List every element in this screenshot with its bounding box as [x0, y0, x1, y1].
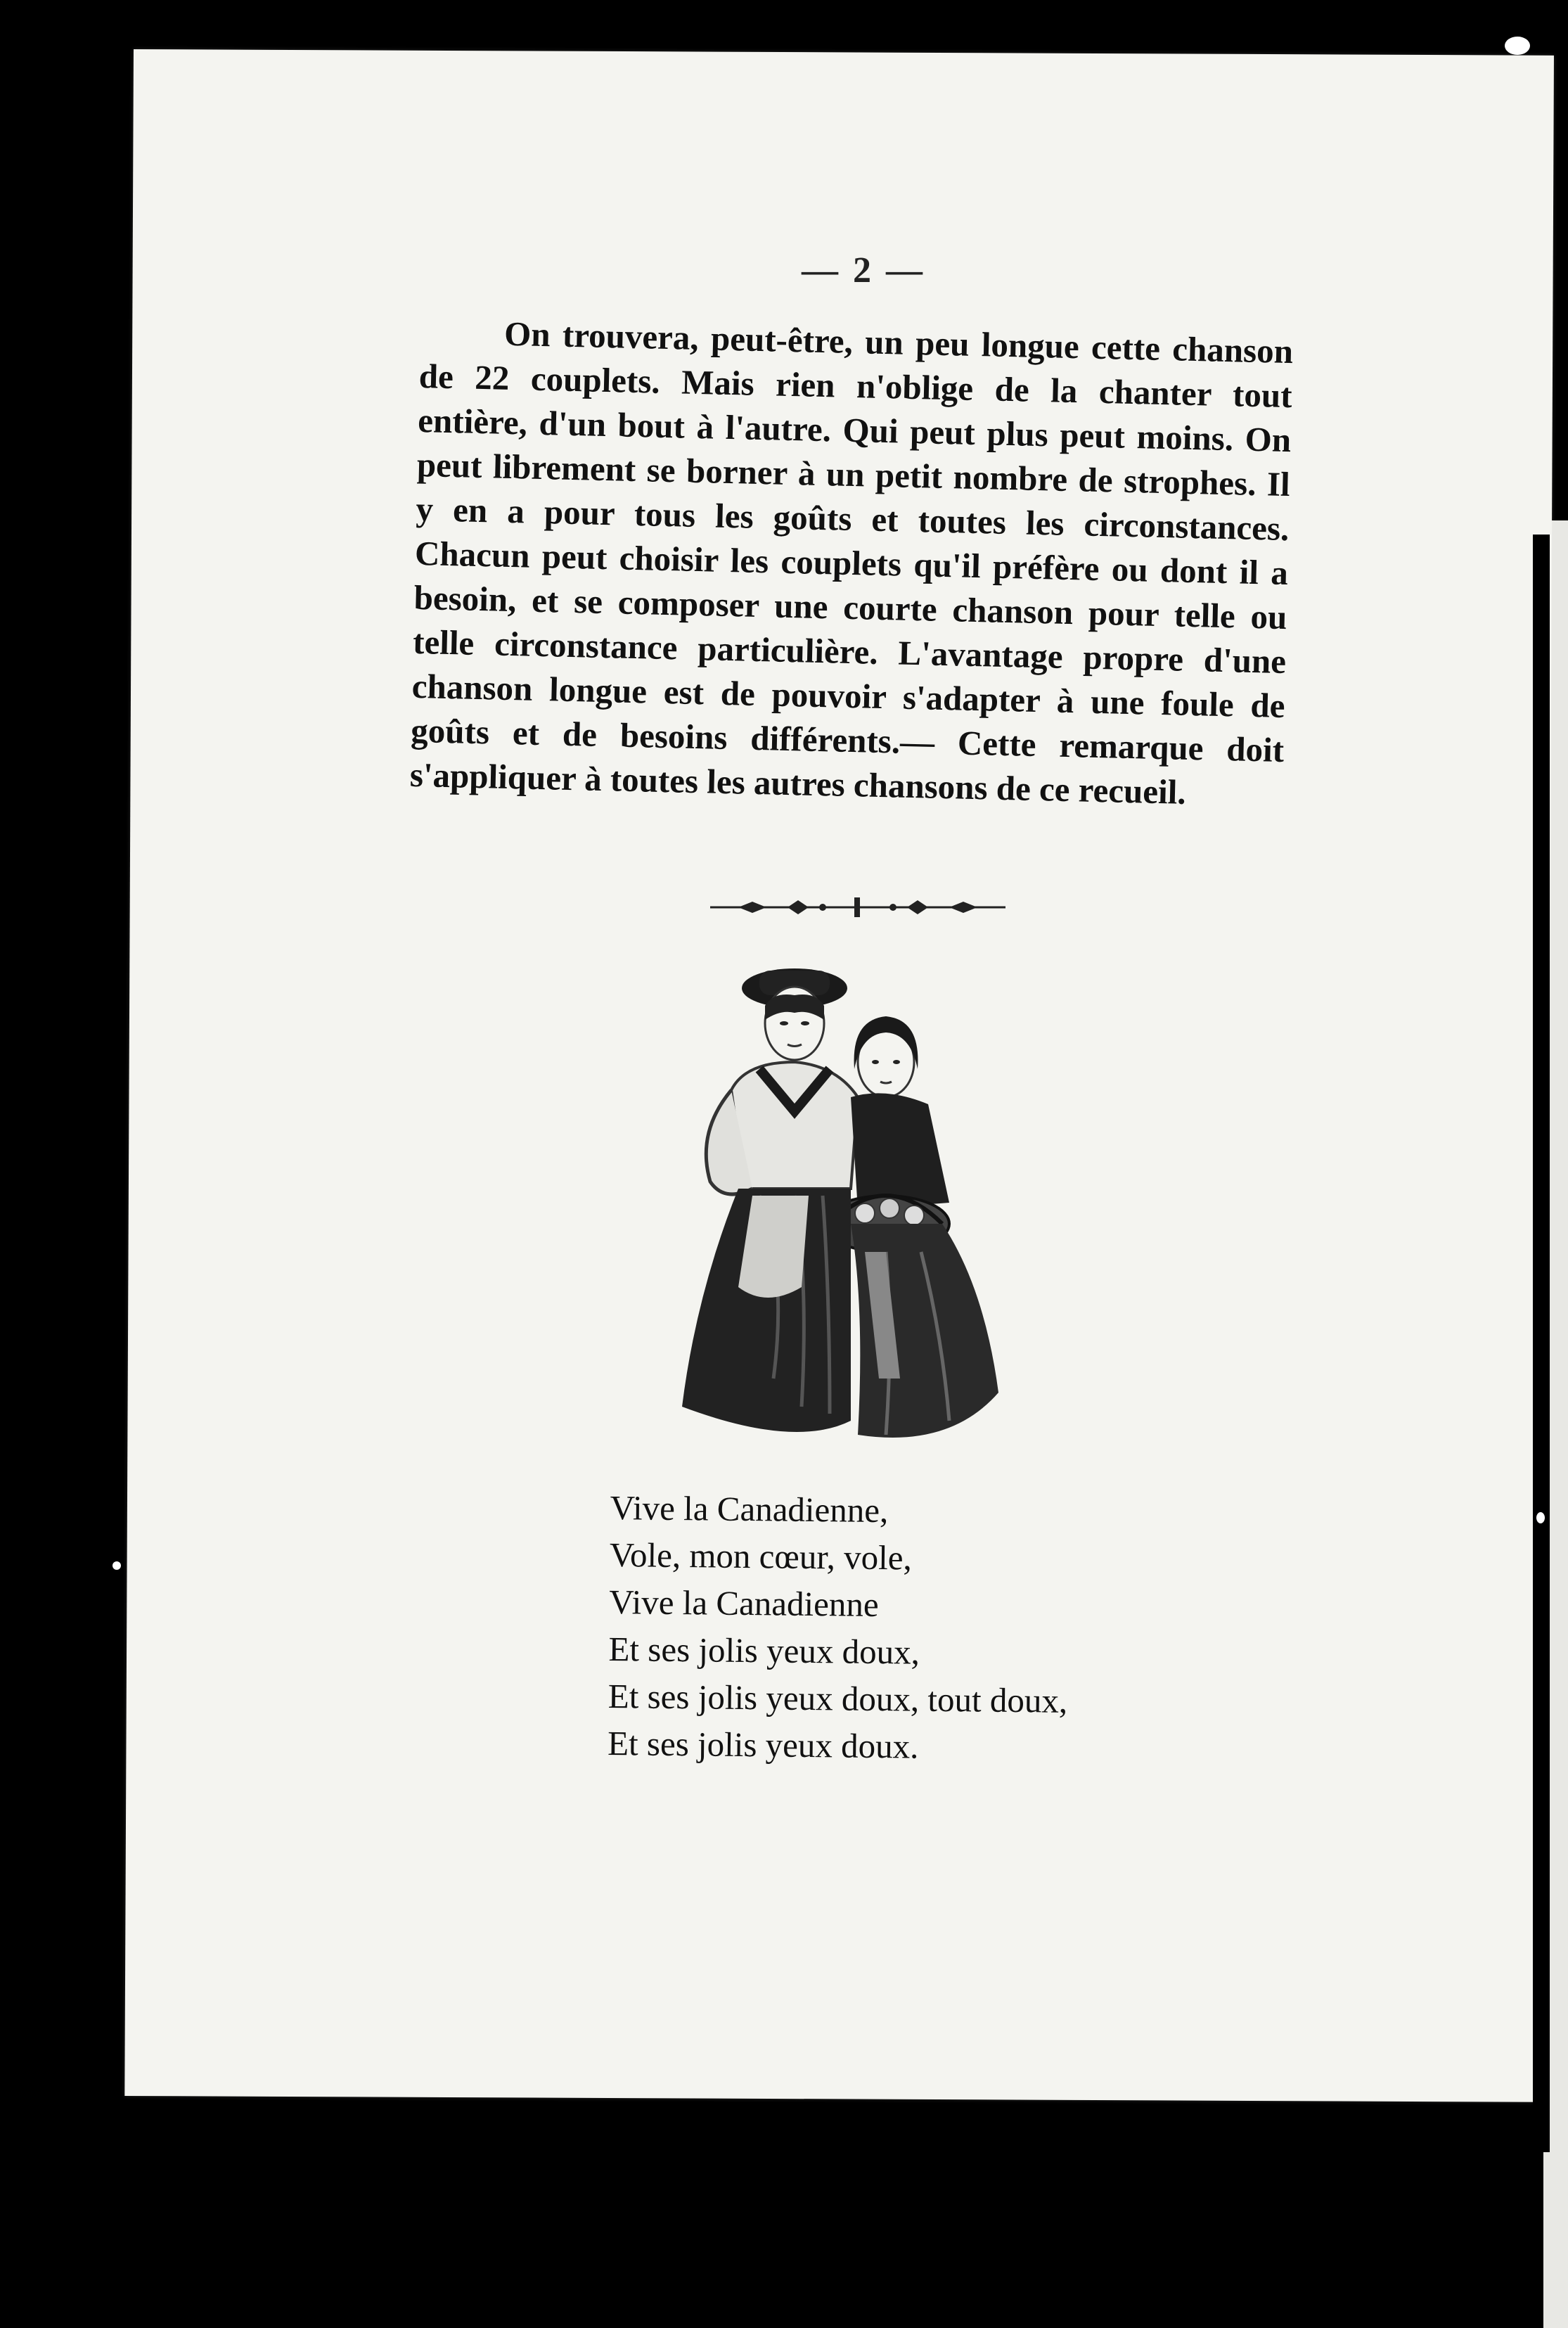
verse-line: Vive la Canadienne, — [610, 1488, 889, 1530]
verse-line: Vive la Canadienne — [608, 1582, 879, 1625]
verse-line: Et ses jolis yeux doux, tout doux, — [608, 1676, 1068, 1720]
verse-line: Vole, mon cœur, vole, — [609, 1535, 913, 1578]
verse-line: Et ses jolis yeux doux, — [608, 1629, 920, 1672]
ornament-icon — [710, 893, 1005, 921]
scan-speck — [1505, 37, 1530, 55]
page-number: — 2 — — [802, 250, 925, 290]
page-edge-shadow — [1533, 535, 1550, 2152]
song-verse — [608, 1484, 1159, 1772]
preface-paragraph: On trouvera, peut-être, un peu longue cette chanson de 22 couplets. Mais rien n'oblige de la chanter tout entière, d'un bout à l'autre. Qui peut plus peut moins. On peut librement se borner à un petit nombre de strophes. Il y en a pour tous les goûts et toutes les circonstances. Chacun peut choisir les couplets qu'il préfère ou dont il a besoin, et se composer une courte chanson pour telle ou telle circonstance particulière. L'avantage propre d'une chanson longue est de pouvoir s'adapter à une foule de goûts et de besoins différents.— Cette remarque doit s'appliquer à toutes les autres chansons de ce recueil. — [409, 314, 1294, 812]
scan-speck — [1536, 1512, 1545, 1523]
two-women-illustration-icon — [654, 957, 1020, 1449]
verse-line: Et ses jolis yeux doux. — [607, 1723, 919, 1766]
scan-speck — [113, 1561, 121, 1570]
